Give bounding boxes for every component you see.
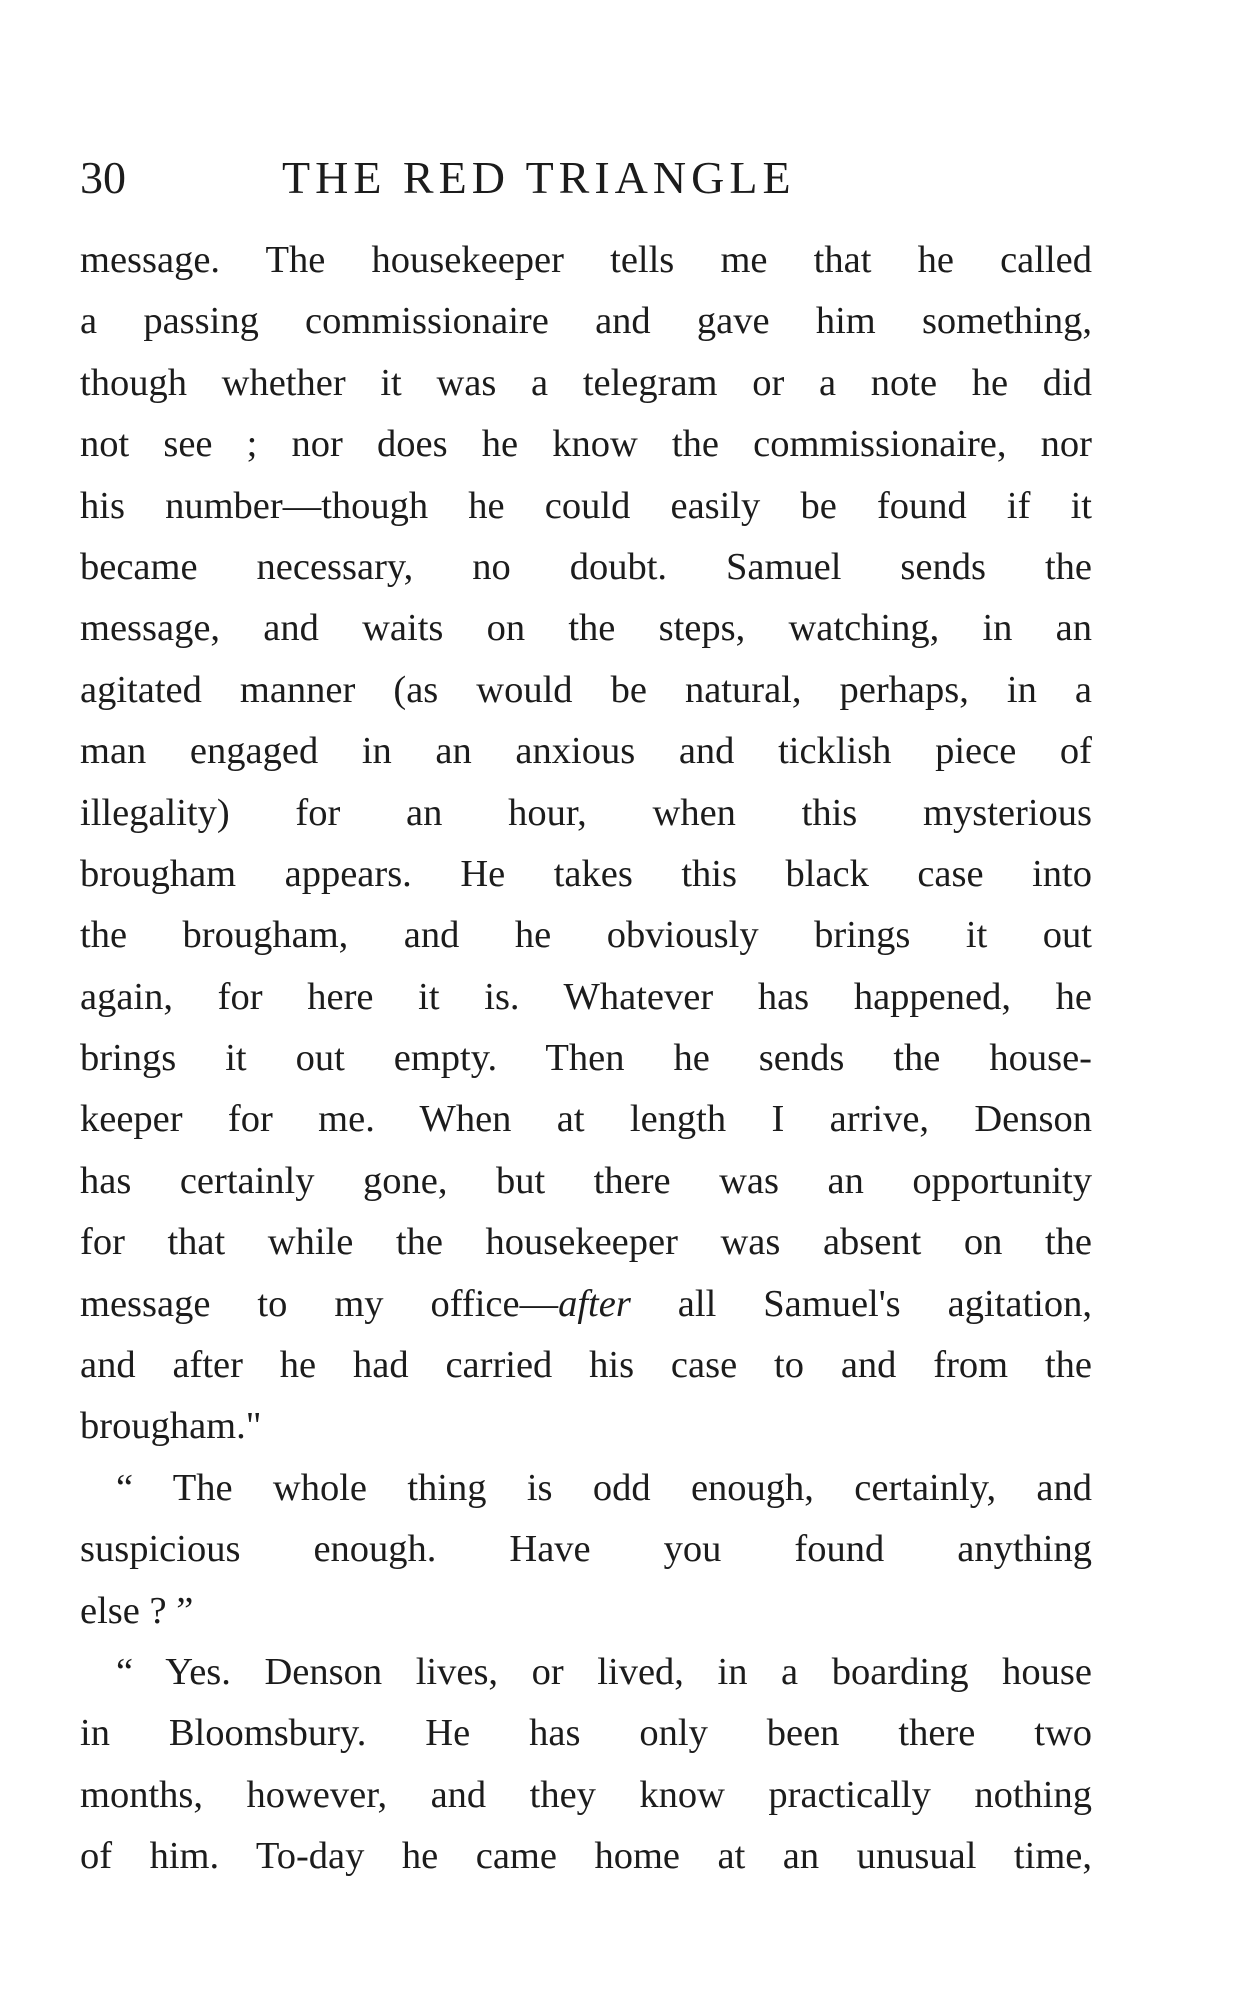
text-line: again, for here it is. Whatever has happened, he <box>80 975 1092 1018</box>
text-line: keeper for me. When at length I arrive, Denson <box>80 1098 1092 1141</box>
text-line: agitated manner (as would be natural, perhaps, in a <box>80 668 1092 711</box>
text-line: man engaged in an anxious and ticklish piece of <box>80 730 1092 773</box>
text-line: “ Yes. Denson lives, or lived, in a boarding house <box>116 1650 1092 1693</box>
text-line: though whether it was a telegram or a note he did <box>80 361 1092 404</box>
page-number: 30 <box>80 152 126 203</box>
text-line: a passing commissionaire and gave him something, <box>80 300 1092 343</box>
text-line: message. The housekeeper tells me that he called <box>80 239 1092 281</box>
italic-word: after <box>558 1282 631 1325</box>
text-line: became necessary, no doubt. Samuel sends the <box>80 545 1092 588</box>
text-line: his number—though he could easily be found if it <box>80 484 1092 527</box>
text-line: suspicious enough. Have you found anything <box>80 1528 1092 1571</box>
text-line: and after he had carried his case to and from the <box>80 1344 1092 1387</box>
text-line: message, and waits on the steps, watching, in an <box>80 607 1092 650</box>
text-line: brings it out empty. Then he sends the house- <box>80 1037 1092 1080</box>
text-line: the brougham, and he obviously brings it out <box>80 914 1092 957</box>
running-title: THE RED TRIANGLE <box>282 152 796 203</box>
body-text <box>80 230 1092 1888</box>
text-line: in Bloomsbury. He has only been there two <box>80 1712 1092 1755</box>
text-line: for that while the housekeeper was absent on the <box>80 1221 1092 1264</box>
paragraph-end-line: brougham." <box>80 1405 262 1448</box>
text-line: of him. To-day he came home at an unusual time, <box>80 1835 1092 1878</box>
text-run: all Samuel's agitation, <box>630 1282 1092 1325</box>
paragraph-end-line: else ? ” <box>80 1589 194 1632</box>
text-line-with-italic <box>80 1274 1092 1335</box>
text-line: months, however, and they know practically nothing <box>80 1773 1092 1816</box>
text-line: brougham appears. He takes this black case into <box>80 852 1092 895</box>
text-line: not see ; nor does he know the commissionaire, nor <box>80 423 1092 466</box>
text-run: message to my office— <box>80 1282 559 1325</box>
text-line: “ The whole thing is odd enough, certainly, and <box>116 1466 1092 1509</box>
text-line: illegality) for an hour, when this mysterious <box>80 791 1092 834</box>
text-line: has certainly gone, but there was an opportunity <box>80 1159 1092 1202</box>
page-header <box>80 148 1100 208</box>
